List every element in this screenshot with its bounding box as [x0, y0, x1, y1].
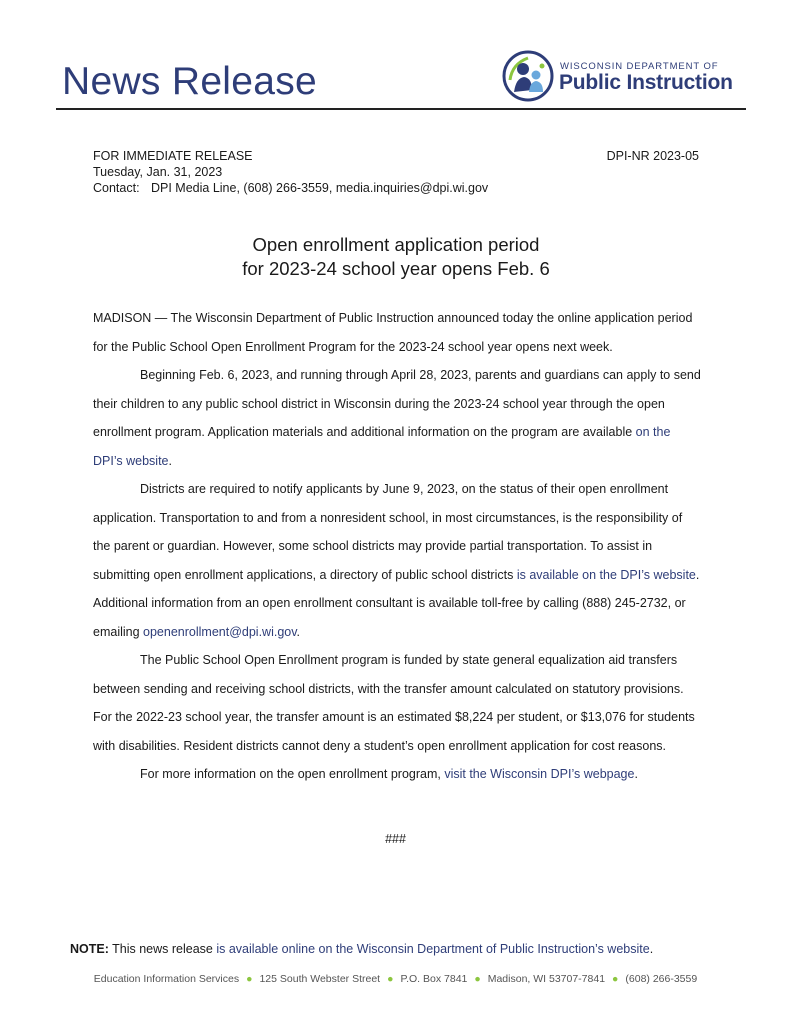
- note: [70, 942, 653, 956]
- footer-item: (608) 266-3559: [625, 973, 698, 985]
- footer-item: Education Information Services: [93, 973, 240, 985]
- paragraph-2-end: .: [168, 453, 172, 468]
- paragraph-3-mid: . Additional information from an open enrollment consultant is available toll-free by calling (888) 245-2732, or emailing: [93, 567, 700, 639]
- paragraph-2: [93, 361, 701, 475]
- headline-line-2: for 2023-24 school year opens Feb. 6: [242, 258, 550, 279]
- release-date: Tuesday, Jan. 31, 2023: [93, 165, 223, 179]
- release-id: DPI-NR 2023-05: [606, 149, 699, 163]
- header-divider: [56, 108, 746, 110]
- news-release-online-link[interactable]: is available online on the Wisconsin Department of Public Instruction’s website: [216, 942, 650, 956]
- paragraph-3-text: Districts are required to notify applicants by June 9, 2023, on the status of their open enrollment application. Transportation to and from a nonresident school, in most circumstances, is the responsibility of the parent or guardian. However, some school districts may provide partial transportation. To assist in submitting open enrollment applications, a directory of public school districts: [93, 482, 683, 582]
- note-label: NOTE:: [70, 942, 109, 956]
- release-meta: [93, 148, 699, 196]
- paragraph-5: [93, 760, 701, 789]
- open-enrollment-email-link[interactable]: openenrollment@dpi.wi.gov: [143, 624, 297, 639]
- paragraph-3: [93, 475, 701, 646]
- release-status: FOR IMMEDIATE RELEASE: [93, 149, 253, 163]
- dpi-logo: [502, 50, 752, 102]
- paragraph-5-text: For more information on the open enrollment program,: [140, 767, 445, 781]
- paragraph-3-end: .: [296, 624, 301, 639]
- headline: [93, 233, 699, 281]
- footer-item: 125 South Webster Street: [259, 973, 381, 985]
- dpi-webpage-link[interactable]: visit the Wisconsin DPI’s webpage: [444, 767, 635, 781]
- dpi-website-link[interactable]: on the DPI’s website: [93, 425, 671, 468]
- page-title: News Release: [62, 60, 318, 103]
- end-mark: ###: [385, 832, 406, 846]
- footer-item: P.O. Box 7841: [400, 973, 468, 985]
- article-body: [93, 304, 701, 789]
- headline-line-1: Open enrollment application period: [252, 234, 540, 255]
- note-text: This news release: [108, 942, 217, 956]
- logo-text-main: Public Instruction: [559, 71, 733, 94]
- bullet-dot-icon: ●: [387, 973, 394, 985]
- bullet-dot-icon: ●: [474, 973, 481, 985]
- logo-text-top: WISCONSIN DEPARTMENT OF: [560, 61, 719, 72]
- dpi-logo-icon: [502, 50, 554, 102]
- footer-item: Madison, WI 53707-7841: [487, 973, 606, 985]
- note-end: .: [649, 942, 654, 956]
- paragraph-2-text: Beginning Feb. 6, 2023, and running through April 28, 2023, parents and guardians can apply to send their children to any public school district in Wisconsin during the 2023-24 school year through the open enrollment program. Application materials and additional information on the program are available: [93, 368, 701, 439]
- footer: [0, 973, 791, 985]
- bullet-dot-icon: ●: [612, 973, 619, 985]
- contact-value: DPI Media Line, (608) 266-3559, media.inquiries@dpi.wi.gov: [151, 181, 489, 195]
- paragraph-4: The Public School Open Enrollment program is funded by state general equalization aid transfers between sending and receiving school districts, with the transfer amount calculated on statutory provisions. For the 2022-23 school year, the transfer amount is an estimated $8,224 per student, or $13,076 for students with disabilities. Resident districts cannot deny a student’s open enrollment application for cost reasons.: [93, 653, 695, 753]
- contact-label: Contact:: [93, 181, 140, 195]
- district-directory-link[interactable]: is available on the DPI’s website: [516, 567, 696, 582]
- bullet-dot-icon: ●: [246, 973, 253, 985]
- paragraph-1: MADISON — The Wisconsin Department of Public Instruction announced today the online application period for the Public School Open Enrollment Program for the 2023-24 school year opens next week.: [93, 311, 693, 354]
- paragraph-5-end: .: [634, 767, 638, 781]
